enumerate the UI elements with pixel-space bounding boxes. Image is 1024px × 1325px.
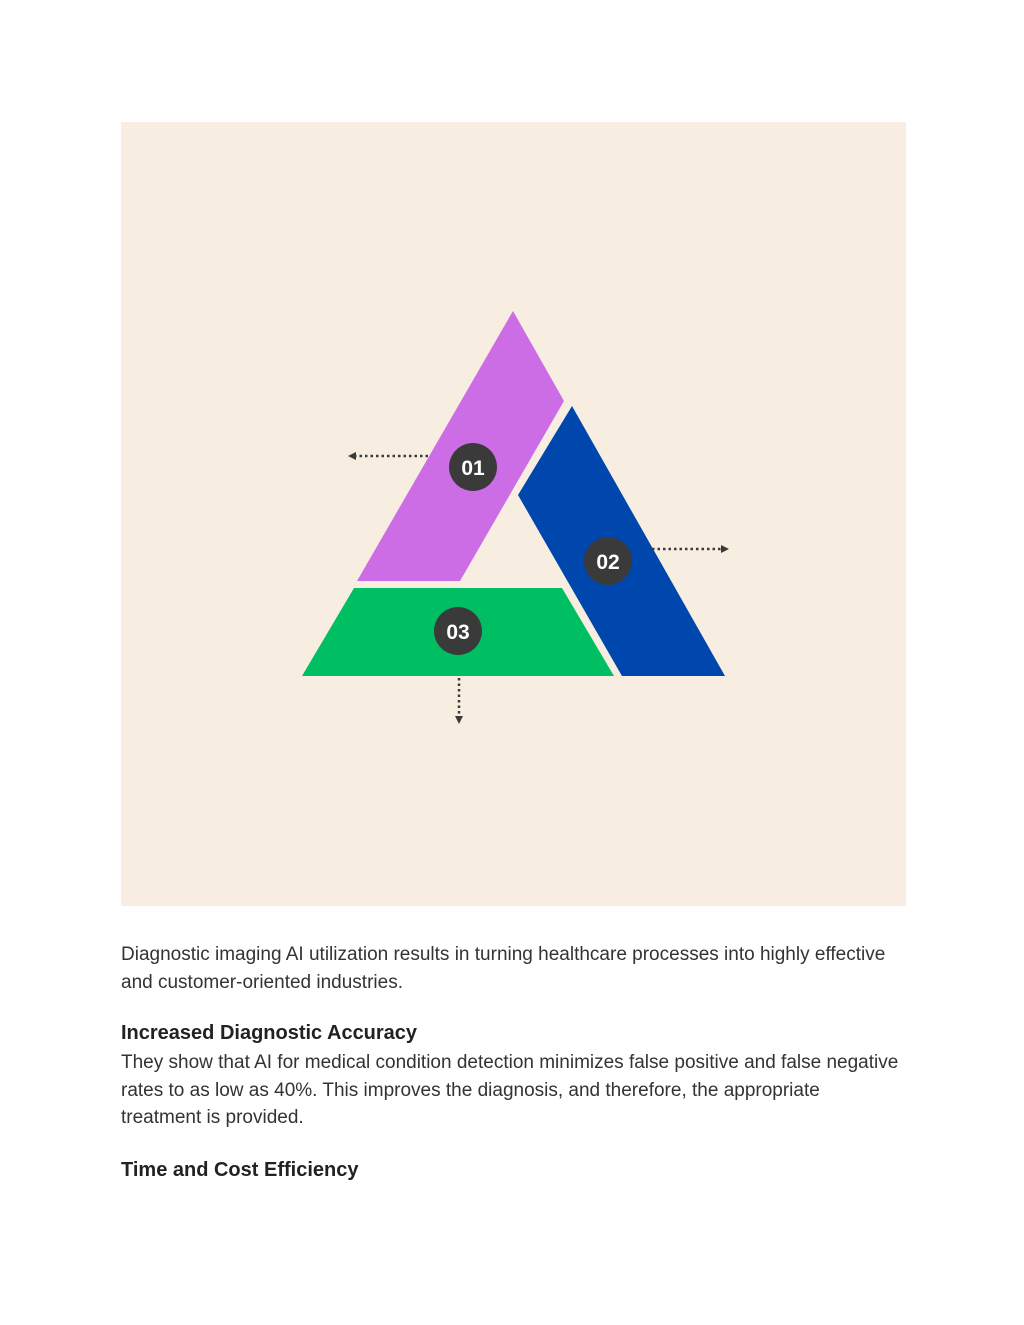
badge-01-label: 01 <box>461 457 485 480</box>
badge-03 <box>434 607 482 655</box>
section-body-accuracy: They show that AI for medical condition detection minimizes false positive and false negative rates to as low as 40%. This improves the diagnosis, and therefore, the appropriate treatment is provided. <box>121 1052 899 1128</box>
triangle-diagram <box>121 122 906 906</box>
triangle-infographic <box>121 122 906 906</box>
intro-paragraph: Diagnostic imaging AI utilization results in turning healthcare processes into highly effective and customer-oriented industries. <box>121 944 886 993</box>
section-heading-accuracy: Increased Diagnostic Accuracy <box>121 1022 418 1044</box>
badge-02 <box>584 537 632 585</box>
segment-01 <box>357 311 564 581</box>
badge-02-label: 02 <box>596 551 620 574</box>
badge-01 <box>449 443 497 491</box>
section-heading-efficiency: Time and Cost Efficiency <box>121 1159 359 1181</box>
badge-03-label: 03 <box>446 621 470 644</box>
